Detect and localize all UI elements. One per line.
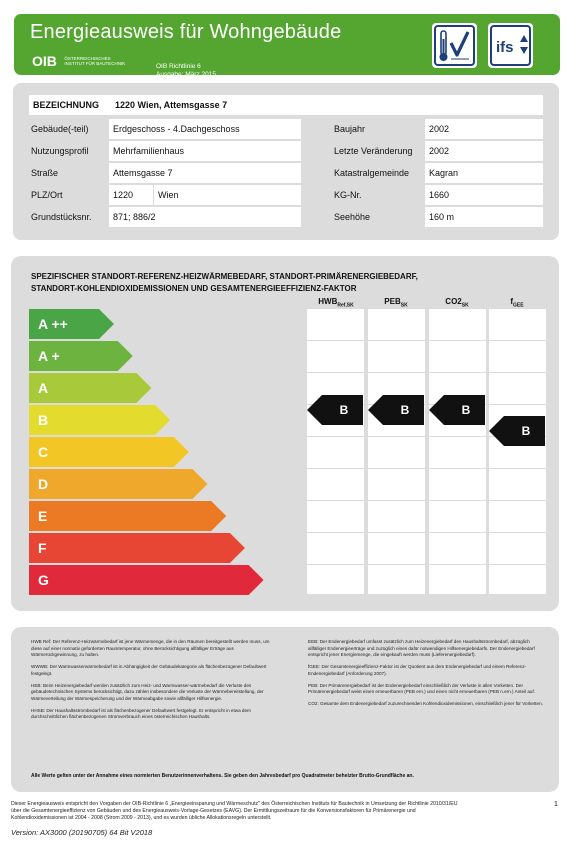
note-hhsb: HHSB: Der Haushaltsstrombedarf ist als flächenbezogener Defaultwert festgelegt. Er entspricht in etwa dem durchschnittlichen flächenbezogenen Stromverbrauch eines österreichischen Haushalts. — [31, 707, 251, 720]
class-bar — [29, 341, 133, 371]
note-wwwb: WWWB: Der Warmwasserwärmebedarf ist in Abhängigkeit der Gebäudekategorie als flächenbezogener Defaultwert festgelegt. — [31, 664, 267, 676]
building-info-panel — [13, 83, 559, 240]
class-bar-label: A — [38, 380, 49, 396]
grid-cell — [368, 437, 425, 469]
ort-value: Wien — [154, 185, 301, 205]
column-header-hwb: $HWB_{Ref,SK}$ — [318, 297, 354, 309]
class-bar-label: F — [38, 540, 47, 556]
class-bar — [29, 565, 264, 595]
katastralgemeinde-label: Katastralgemeinde — [334, 168, 410, 178]
class-bar — [29, 309, 114, 339]
class-bar-shape — [29, 501, 226, 531]
class-bar-shape — [29, 405, 170, 435]
oib-logo-subtitle: ÖSTERREICHISCHES INSTITUT FÜR BAUTECHNIK — [64, 55, 126, 66]
nutzungsprofil-label: Nutzungsprofil — [31, 146, 89, 156]
kg-nr-label: KG-Nr. — [334, 190, 362, 200]
grundstuecksnr-value: 871; 886/2 — [109, 207, 301, 227]
grid-cell — [429, 533, 486, 565]
note-peb: PEB: Der Primärenergiebedarf ist der Endenergiebedarf einschließlich der Verluste in allen Vorketten. Der Primärenergiebedarf weist einen erneuerbaren (PEB ern.) und einen nicht erneuerbaren (PEB n.ern.) Anteil auf. — [308, 682, 536, 695]
rating-marker-label: B — [339, 403, 349, 417]
strasse-label: Straße — [31, 168, 59, 178]
strasse-value: Attemsgasse 7 — [109, 163, 301, 183]
grid-cell — [429, 341, 486, 373]
oib-logo-mark: OIB — [32, 52, 57, 69]
letzte-veraenderung-label: Letzte Veränderung — [334, 146, 413, 156]
rating-marker-label: B — [400, 403, 410, 417]
class-bar — [29, 469, 208, 499]
page-number: 1 — [554, 801, 558, 808]
seehoehe-label: Seehöhe — [334, 212, 371, 222]
grid-cell — [429, 565, 486, 594]
grid-column-peb — [368, 309, 425, 594]
kg-nr-value: 1660 — [425, 185, 543, 205]
ifs-logo-icon — [488, 23, 533, 68]
grid-cell — [368, 469, 425, 501]
class-bar-label: E — [38, 508, 48, 524]
class-bar — [29, 533, 245, 563]
energy-rating-panel — [11, 256, 559, 611]
definitions-footnote: Alle Werte gelten unter der Annahme eines normierten Benutzerinnenverhaltens. Sie geben den Jahresbedarf pro Quadratmeter beheizter Brutto-Grundfläche an. — [31, 773, 414, 779]
legal-footer: Dieser Energieausweis entspricht den Vorgaben der OIB-Richtlinie 6 „Energieeinsparung und Wärmeschutz" des Österreichischen Instituts für Bautechnik in Umsetzung der Richtlinie 2010/31/EU über die Gesamtenergieeffizienz von Gebäuden und des Energieausweis-Vorlage-Gesetzes (EAVG). Der Ermittlungszeitraum für die Konversionsfaktoren für Primärenergie und Kohlendioxidemissionen ist 2004 - 2008 (Strom 2009 - 2013), und es wurden übliche Allokationsregeln unterstellt. — [11, 801, 458, 821]
class-bar — [29, 501, 226, 531]
grid-cell — [368, 341, 425, 373]
class-bar-label: A + — [38, 348, 60, 364]
oib-logo — [32, 52, 125, 70]
richtlinie-info — [156, 63, 216, 79]
note-heb: HEB: Beim Heizenergiebedarf werden zusätzlich zum Heiz- und Warmwasser-wärmebedarf die Verluste des gebäudetechnischen Systems berücksichtigt, dazu zählen insbesondere die Verluste der Wärmebereitstellung, der Wärmeverteilung der Wärmespeicherung und der Wärmeabgabe sowie allfälliger Hilfsenergie. — [31, 682, 264, 701]
grid-cell — [307, 533, 364, 565]
rating-marker — [429, 395, 485, 425]
richtlinie-text: OIB Richtlinie 6 — [156, 63, 201, 70]
note-eeb: EEB: Der Endenergiebedarf umfasst zusätzlich zum Heizenergiebedarf den Haushaltsstrombedarf, abzüglich allfälliger Endenergieerträge und zuzüglich eines dafür notwendigen Hilfsenergiebedarfs. Der Endenergiebedarf entspricht jener Energiemenge, die eingekauft werden muss (Lieferenergiebedarf). — [308, 639, 535, 658]
grid-cell — [489, 373, 546, 405]
document-title: Energieausweis für Wohngebäude — [30, 21, 342, 43]
grid-cell — [489, 469, 546, 501]
class-bar-label: B — [38, 412, 49, 428]
grid-cell — [429, 501, 486, 533]
class-bar-shape — [29, 565, 264, 595]
grundstuecksnr-label: Grundstücksnr. — [31, 212, 92, 222]
class-bar-shape — [29, 437, 189, 467]
class-bar — [29, 373, 151, 403]
grid-cell — [489, 533, 546, 565]
plz-ort-label: PLZ/Ort — [31, 190, 63, 200]
ifs-logo-text: ifs — [496, 39, 514, 56]
thermometer-checkmark-icon — [432, 23, 477, 68]
note-co2: CO2: Gesamte dem Endenergiebedarf zuzurechnenden Kohlendioxidemissionen, einschließlich jener für Vorketten. — [308, 700, 543, 706]
rating-marker-label: B — [521, 424, 531, 438]
class-bar — [29, 405, 170, 435]
grid-cell — [368, 533, 425, 565]
rating-marker — [307, 395, 363, 425]
energy-heading: SPEZIFISCHER STANDORT-REFERENZ-HEIZWÄRMEBEDARF, STANDORT-PRIMÄRENERGIEBEDARF, STANDORT-KOHLENDIOXIDEMISSIONEN UND GESAMTENERGIEEFFIZIENZ-FAKTOR — [31, 272, 418, 293]
gebaeudeteil-value: Erdgeschoss - 4.Dachgeschoss — [109, 119, 301, 139]
nutzungsprofil-value: Mehrfamilienhaus — [109, 141, 301, 161]
class-bar-label: G — [38, 572, 49, 588]
class-bar-shape — [29, 533, 245, 563]
class-bar-label: C — [38, 444, 49, 460]
grid-cell — [368, 501, 425, 533]
definitions-right — [308, 639, 548, 713]
baujahr-value: 2002 — [425, 119, 543, 139]
rating-marker — [489, 416, 545, 446]
column-header-fgee: $f_{GEE}$ — [510, 297, 524, 309]
grid-cell — [489, 309, 546, 341]
class-bar — [29, 437, 189, 467]
class-bar-shape — [29, 469, 208, 499]
grid-column-fgee — [489, 309, 546, 594]
bezeichnung-value: 1220 Wien, Attemsgasse 7 — [111, 95, 543, 115]
rating-marker-label: B — [461, 403, 471, 417]
definitions-panel — [11, 627, 559, 792]
grid-cell — [307, 341, 364, 373]
class-bar-label: D — [38, 476, 49, 492]
definitions-left — [31, 639, 276, 726]
ausgabe-text: Ausgabe: März 2015 — [156, 71, 216, 78]
grid-cell — [307, 309, 364, 341]
plz-value: 1220 — [109, 185, 153, 205]
gebaeudeteil-label: Gebäude(-teil) — [31, 124, 89, 134]
grid-cell — [368, 565, 425, 594]
class-bar-label: A ++ — [38, 316, 68, 332]
grid-cell — [307, 437, 364, 469]
grid-cell — [307, 501, 364, 533]
grid-cell — [489, 341, 546, 373]
katastralgemeinde-value: Kagran — [425, 163, 543, 183]
grid-column-hwb — [307, 309, 364, 594]
note-hwb: HWB Ref: Der Referenz-Heizwärmebedarf ist jene Wärmemenge, die in den Räumen bereitgestellt werden muss, um diese auf einer normativ geforderten Raumtemperatur, ohne Berücksichtigung allfälliger Erträge aus Wärmerückgewinnung, zu halten. — [31, 639, 270, 658]
letzte-veraenderung-value: 2002 — [425, 141, 543, 161]
note-fgee: fGEE: Der Gesamtenergieeffizienz-Faktor ist der Quotient aus dem Endenergiebedarf und einem Referenz-Endenergiebedarf (Anforderung 2007). — [308, 664, 527, 676]
grid-cell — [429, 309, 486, 341]
grid-cell — [489, 501, 546, 533]
grid-cell — [307, 469, 364, 501]
grid-cell — [368, 309, 425, 341]
grid-column-co2 — [429, 309, 486, 594]
column-header-co2: $CO2_{SK}$ — [445, 297, 469, 309]
version-text: Version: AX3000 (20190705) 64 Bit V2018 — [11, 828, 153, 837]
bezeichnung-label: BEZEICHNUNG — [29, 95, 111, 115]
grid-cell — [429, 469, 486, 501]
rating-marker — [368, 395, 424, 425]
baujahr-label: Baujahr — [334, 124, 366, 134]
column-header-peb: $PEB_{SK}$ — [384, 297, 408, 309]
grid-cell — [489, 565, 546, 594]
header-banner — [14, 14, 560, 78]
grid-cell — [307, 565, 364, 594]
seehoehe-value: 160 m — [425, 207, 543, 227]
grid-cell — [429, 437, 486, 469]
